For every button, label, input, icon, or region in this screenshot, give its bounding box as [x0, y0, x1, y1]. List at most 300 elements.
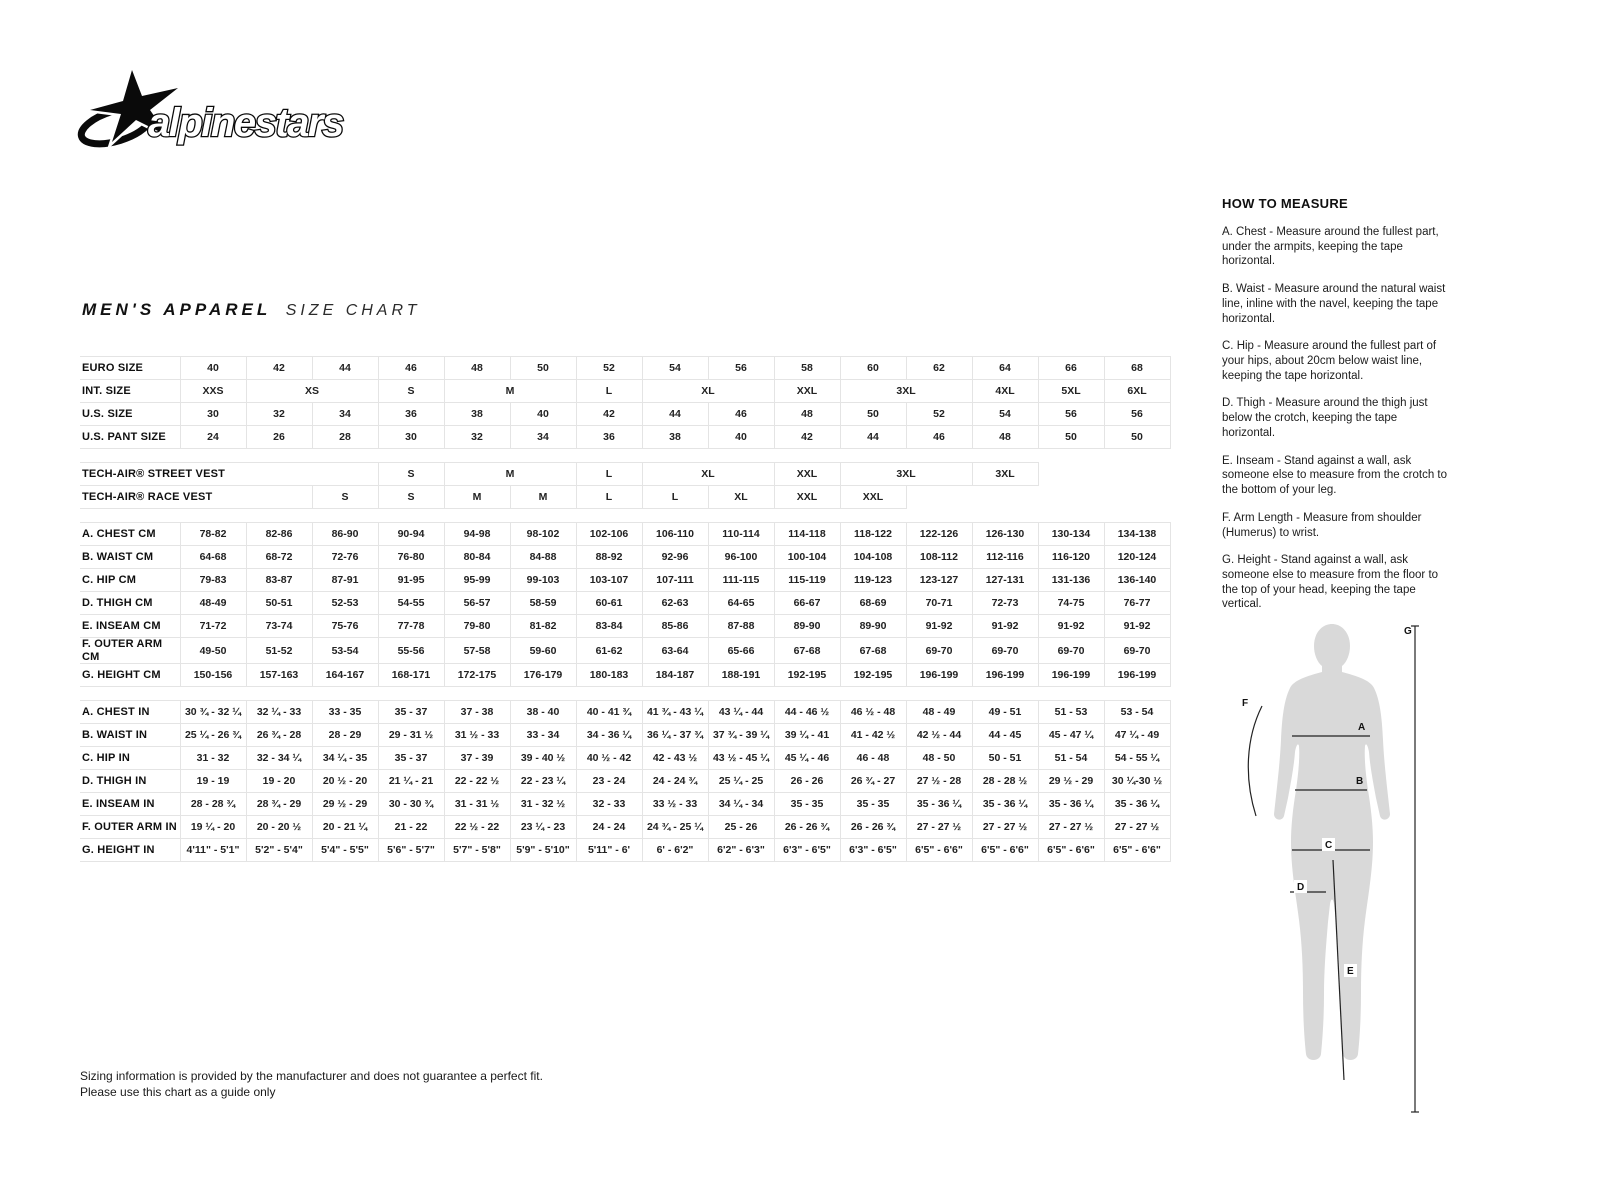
size-cell: 92-96	[642, 546, 708, 569]
size-cell: 164-167	[312, 664, 378, 687]
size-cell: 32	[246, 403, 312, 426]
size-cell: 20 - 21 ¼	[312, 816, 378, 839]
size-cell: 91-92	[1038, 615, 1104, 638]
size-table	[80, 356, 1171, 862]
disclaimer	[80, 1068, 543, 1100]
size-cell: XXL	[774, 463, 840, 486]
size-cell: 72-73	[972, 592, 1038, 615]
size-cell: 22 ½ - 22	[444, 816, 510, 839]
size-cell: 46	[378, 357, 444, 380]
size-cell: 78-82	[180, 523, 246, 546]
empty-cell	[1104, 463, 1170, 486]
spacer-row	[80, 449, 1170, 463]
size-cell: 3XL	[840, 463, 972, 486]
empty-cell	[972, 486, 1038, 509]
size-cell: S	[378, 463, 444, 486]
table-row	[80, 523, 1170, 546]
size-cell: S	[312, 486, 378, 509]
size-cell: XXL	[774, 486, 840, 509]
size-cell: 24 - 24	[576, 816, 642, 839]
size-cell: 35 - 37	[378, 701, 444, 724]
size-cell: 73-74	[246, 615, 312, 638]
size-cell: 26	[246, 426, 312, 449]
table-row	[80, 380, 1170, 403]
size-cell: 23 - 24	[576, 770, 642, 793]
size-cell: 30	[180, 403, 246, 426]
size-cell: 35 - 37	[378, 747, 444, 770]
measure-instruction-chest: A. Chest - Measure around the fullest part, under the armpits, keeping the tape horizontal.	[1222, 226, 1439, 268]
row-label: E. INSEAM CM	[80, 615, 180, 638]
empty-cell	[906, 486, 972, 509]
size-cell: 35 - 36 ¼	[1104, 793, 1170, 816]
size-cell: 56	[1038, 403, 1104, 426]
size-cell: 35 - 36 ¼	[906, 793, 972, 816]
size-cell: 77-78	[378, 615, 444, 638]
spacer-row	[80, 509, 1170, 523]
size-cell: 108-112	[906, 546, 972, 569]
size-cell: 5XL	[1038, 380, 1104, 403]
size-cell: 58-59	[510, 592, 576, 615]
table-row	[80, 793, 1170, 816]
size-cell: L	[576, 463, 642, 486]
size-cell: 52	[906, 403, 972, 426]
size-cell: 31 - 31 ½	[444, 793, 510, 816]
size-cell: 26 ¾ - 28	[246, 724, 312, 747]
size-cell: 84-88	[510, 546, 576, 569]
size-cell: 5'2" - 5'4"	[246, 839, 312, 862]
size-cell: 44 - 46 ½	[774, 701, 840, 724]
size-cell: 42	[774, 426, 840, 449]
size-cell: M	[444, 463, 576, 486]
size-cell: 59-60	[510, 638, 576, 664]
size-cell: 37 - 39	[444, 747, 510, 770]
size-cell: 52	[576, 357, 642, 380]
size-cell: 85-86	[642, 615, 708, 638]
size-cell: 34 ¼ - 35	[312, 747, 378, 770]
size-cell: 51 - 54	[1038, 747, 1104, 770]
size-cell: 34 ¼ - 34	[708, 793, 774, 816]
how-to-measure-title: HOW TO MEASURE	[1222, 196, 1349, 211]
size-cell: 69-70	[906, 638, 972, 664]
size-cell: 81-82	[510, 615, 576, 638]
size-cell: 28 - 28 ¾	[180, 793, 246, 816]
measure-instruction-height: G. Height - Stand against a wall, ask someone else to measure from the floor to the top of your head, keeping the tape vertical.	[1222, 554, 1439, 611]
size-cell: 123-127	[906, 569, 972, 592]
size-cell: 50	[510, 357, 576, 380]
size-cell: 63-64	[642, 638, 708, 664]
size-cell: 42 - 43 ½	[642, 747, 708, 770]
size-cell: 87-91	[312, 569, 378, 592]
size-cell: 56	[1104, 403, 1170, 426]
table-row	[80, 426, 1170, 449]
body-measurement-diagram	[1232, 618, 1432, 1118]
size-cell: 122-126	[906, 523, 972, 546]
disclaimer-line-2: Please use this chart as a guide only	[80, 1085, 276, 1100]
size-cell: 26 - 26	[774, 770, 840, 793]
size-cell: 48	[972, 426, 1038, 449]
size-cell: L	[576, 486, 642, 509]
size-cell: 40	[708, 426, 774, 449]
size-cell: 19 - 19	[180, 770, 246, 793]
empty-cell	[1104, 486, 1170, 509]
size-cell: 118-122	[840, 523, 906, 546]
size-cell: 27 - 27 ½	[1104, 816, 1170, 839]
size-cell: 49-50	[180, 638, 246, 664]
size-cell: 87-88	[708, 615, 774, 638]
size-cell: 40 - 41 ¾	[576, 701, 642, 724]
size-cell: 6'5" - 6'6"	[972, 839, 1038, 862]
size-cell: 112-116	[972, 546, 1038, 569]
size-cell: 29 ½ - 29	[312, 793, 378, 816]
size-cell: 69-70	[972, 638, 1038, 664]
row-label: G. HEIGHT CM	[80, 664, 180, 687]
alpinestars-logo	[76, 66, 356, 158]
size-cell: 26 ¾ - 27	[840, 770, 906, 793]
size-cell: 43 ¼ - 44	[708, 701, 774, 724]
size-cell: 60	[840, 357, 906, 380]
size-cell: 21 - 22	[378, 816, 444, 839]
size-cell: 111-115	[708, 569, 774, 592]
size-cell: 54-55	[378, 592, 444, 615]
size-cell: 83-84	[576, 615, 642, 638]
size-cell: 134-138	[1104, 523, 1170, 546]
size-cell: 64	[972, 357, 1038, 380]
size-cell: 56-57	[444, 592, 510, 615]
size-cell: 176-179	[510, 664, 576, 687]
size-cell: 28	[312, 426, 378, 449]
row-label: F. OUTER ARM CM	[80, 638, 180, 664]
size-cell: 66	[1038, 357, 1104, 380]
size-cell: 83-87	[246, 569, 312, 592]
size-cell: 6'3" - 6'5"	[840, 839, 906, 862]
size-cell: 29 - 31 ½	[378, 724, 444, 747]
size-cell: 45 ¼ - 46	[774, 747, 840, 770]
size-cell: 114-118	[774, 523, 840, 546]
size-cell: 34	[312, 403, 378, 426]
measure-instruction-inseam: E. Inseam - Stand against a wall, ask someone else to measure from the crotch to the bottom of your leg.	[1222, 454, 1447, 497]
size-cell: XL	[642, 463, 774, 486]
size-cell: 103-107	[576, 569, 642, 592]
size-cell: 54	[972, 403, 1038, 426]
arm-length-measure-line	[1248, 706, 1262, 816]
table-row	[80, 724, 1170, 747]
label-B: B	[1356, 776, 1364, 787]
page-title	[82, 300, 421, 320]
size-cell: XL	[642, 380, 774, 403]
size-cell: 37 ¾ - 39 ¼	[708, 724, 774, 747]
size-cell: 120-124	[1104, 546, 1170, 569]
size-cell: 68-72	[246, 546, 312, 569]
size-cell: 30	[378, 426, 444, 449]
size-cell: 31 - 32 ½	[510, 793, 576, 816]
size-cell: 34	[510, 426, 576, 449]
empty-cell	[1038, 463, 1104, 486]
row-label: F. OUTER ARM IN	[80, 816, 180, 839]
size-cell: 62	[906, 357, 972, 380]
size-cell: 6'5" - 6'6"	[906, 839, 972, 862]
label-C: C	[1325, 840, 1333, 851]
label-D: D	[1297, 882, 1305, 893]
row-label: TECH-AIR® RACE VEST	[80, 486, 312, 509]
measure-instruction-waist: B. Waist - Measure around the natural waist line, inline with the navel, keeping the tape horizontal.	[1222, 283, 1446, 325]
size-cell: 42 ½ - 44	[906, 724, 972, 747]
size-cell: 44 - 45	[972, 724, 1038, 747]
size-cell: 188-191	[708, 664, 774, 687]
size-cell: 49 - 51	[972, 701, 1038, 724]
size-cell: 80-84	[444, 546, 510, 569]
size-cell: 67-68	[774, 638, 840, 664]
alpinestars-wordmark: alpinestars	[148, 101, 343, 145]
row-label: B. WAIST IN	[80, 724, 180, 747]
size-cell: 48	[774, 403, 840, 426]
row-label: U.S. SIZE	[80, 403, 180, 426]
row-label: C. HIP CM	[80, 569, 180, 592]
size-cell: L	[576, 380, 642, 403]
body-diagram-svg	[1232, 618, 1432, 1118]
how-to-measure-section	[1222, 196, 1448, 625]
size-cell: 50-51	[246, 592, 312, 615]
size-cell: 21 ¼ - 21	[378, 770, 444, 793]
empty-cell	[1038, 486, 1104, 509]
size-cell: 44	[840, 426, 906, 449]
size-cell: 27 - 27 ½	[972, 816, 1038, 839]
height-measure-line	[1411, 626, 1419, 1112]
size-cell: 40 ½ - 42	[576, 747, 642, 770]
size-cell: 91-92	[1104, 615, 1170, 638]
size-cell: 32 - 34 ¼	[246, 747, 312, 770]
size-cell: 116-120	[1038, 546, 1104, 569]
row-label: G. HEIGHT IN	[80, 839, 180, 862]
size-cell: 88-92	[576, 546, 642, 569]
size-cell: 172-175	[444, 664, 510, 687]
table-row	[80, 592, 1170, 615]
size-cell: 37 - 38	[444, 701, 510, 724]
size-cell: 40	[180, 357, 246, 380]
size-cell: 41 ¾ - 43 ¼	[642, 701, 708, 724]
size-cell: 30 ¾ - 32 ¼	[180, 701, 246, 724]
size-cell: 48 - 49	[906, 701, 972, 724]
size-cell: 22 - 22 ½	[444, 770, 510, 793]
size-cell: 115-119	[774, 569, 840, 592]
size-cell: 110-114	[708, 523, 774, 546]
size-cell: 25 - 26	[708, 816, 774, 839]
size-cell: 79-83	[180, 569, 246, 592]
row-label: C. HIP IN	[80, 747, 180, 770]
size-cell: 5'11" - 6'	[576, 839, 642, 862]
size-cell: 25 ¼ - 26 ¾	[180, 724, 246, 747]
size-cell: 27 ½ - 28	[906, 770, 972, 793]
size-cell: 192-195	[774, 664, 840, 687]
row-label: A. CHEST CM	[80, 523, 180, 546]
table-row	[80, 486, 1170, 509]
size-cell: XXL	[840, 486, 906, 509]
label-E: E	[1347, 966, 1354, 977]
size-cell: 100-104	[774, 546, 840, 569]
size-cell: 27 - 27 ½	[906, 816, 972, 839]
size-cell: 33 - 35	[312, 701, 378, 724]
size-cell: 36 ¼ - 37 ¾	[642, 724, 708, 747]
size-cell: 57-58	[444, 638, 510, 664]
size-cell: 68	[1104, 357, 1170, 380]
size-cell: 22 - 23 ¼	[510, 770, 576, 793]
size-cell: 86-90	[312, 523, 378, 546]
size-cell: 30 ¼-30 ½	[1104, 770, 1170, 793]
size-cell: 32 ¼ - 33	[246, 701, 312, 724]
size-cell: 35 - 36 ¼	[972, 793, 1038, 816]
table-row	[80, 770, 1170, 793]
size-cell: 67-68	[840, 638, 906, 664]
size-cell: 5'6" - 5'7"	[378, 839, 444, 862]
size-cell: XL	[708, 486, 774, 509]
size-cell: 29 ½ - 29	[1038, 770, 1104, 793]
size-cell: 69-70	[1038, 638, 1104, 664]
size-cell: 58	[774, 357, 840, 380]
size-cell: 50	[840, 403, 906, 426]
size-cell: 26 - 26 ¾	[774, 816, 840, 839]
table-row	[80, 816, 1170, 839]
size-cell: 30 - 30 ¾	[378, 793, 444, 816]
size-cell: 44	[312, 357, 378, 380]
size-cell: 31 ½ - 33	[444, 724, 510, 747]
size-cell: 39 - 40 ½	[510, 747, 576, 770]
size-cell: 50 - 51	[972, 747, 1038, 770]
row-label: D. THIGH CM	[80, 592, 180, 615]
table-row	[80, 463, 1170, 486]
size-cell: 130-134	[1038, 523, 1104, 546]
spacer-row	[80, 687, 1170, 701]
size-cell: 66-67	[774, 592, 840, 615]
size-cell: 52-53	[312, 592, 378, 615]
size-cell: 54 - 55 ¼	[1104, 747, 1170, 770]
size-cell: 23 ¼ - 23	[510, 816, 576, 839]
table-row	[80, 357, 1170, 380]
table-row	[80, 615, 1170, 638]
size-cell: 55-56	[378, 638, 444, 664]
size-cell: L	[642, 486, 708, 509]
size-cell: 6XL	[1104, 380, 1170, 403]
size-cell: 89-90	[840, 615, 906, 638]
size-cell: 65-66	[708, 638, 774, 664]
size-cell: 19 ¼ - 20	[180, 816, 246, 839]
size-cell: M	[444, 486, 510, 509]
table-row	[80, 403, 1170, 426]
measure-instruction-thigh: D. Thigh - Measure around the thigh just below the crotch, keeping the tape horizontal.	[1222, 397, 1428, 439]
size-cell: 168-171	[378, 664, 444, 687]
size-cell: 157-163	[246, 664, 312, 687]
table-row	[80, 664, 1170, 687]
size-cell: 44	[642, 403, 708, 426]
size-cell: 196-199	[1104, 664, 1170, 687]
size-cell: 25 ¼ - 25	[708, 770, 774, 793]
size-cell: 82-86	[246, 523, 312, 546]
size-cell: S	[378, 380, 444, 403]
size-cell: 5'7" - 5'8"	[444, 839, 510, 862]
size-cell: 28 - 28 ½	[972, 770, 1038, 793]
size-cell: 39 ¼ - 41	[774, 724, 840, 747]
size-cell: 150-156	[180, 664, 246, 687]
size-cell: 38	[444, 403, 510, 426]
size-cell: 72-76	[312, 546, 378, 569]
size-table-body	[80, 357, 1170, 862]
size-cell: 76-80	[378, 546, 444, 569]
size-cell: 119-123	[840, 569, 906, 592]
size-cell: 75-76	[312, 615, 378, 638]
label-A: A	[1358, 722, 1366, 733]
row-label: A. CHEST IN	[80, 701, 180, 724]
size-cell: 61-62	[576, 638, 642, 664]
size-cell: 46 - 48	[840, 747, 906, 770]
size-cell: 69-70	[1104, 638, 1170, 664]
size-cell: 99-103	[510, 569, 576, 592]
size-cell: 6'2" - 6'3"	[708, 839, 774, 862]
size-cell: 5'4" - 5'5"	[312, 839, 378, 862]
size-cell: 45 - 47 ¼	[1038, 724, 1104, 747]
row-label: EURO SIZE	[80, 357, 180, 380]
size-cell: 91-92	[972, 615, 1038, 638]
size-cell: 106-110	[642, 523, 708, 546]
size-cell: 48-49	[180, 592, 246, 615]
size-cell: 54	[642, 357, 708, 380]
table-row	[80, 701, 1170, 724]
size-cell: 62-63	[642, 592, 708, 615]
row-label: TECH-AIR® STREET VEST	[80, 463, 378, 486]
size-cell: 48	[444, 357, 510, 380]
size-cell: 196-199	[906, 664, 972, 687]
size-cell: 46	[708, 403, 774, 426]
size-cell: 6'5" - 6'6"	[1038, 839, 1104, 862]
size-cell: 64-68	[180, 546, 246, 569]
size-cell: 107-111	[642, 569, 708, 592]
size-cell: 196-199	[972, 664, 1038, 687]
size-cell: 196-199	[1038, 664, 1104, 687]
size-cell: 68-69	[840, 592, 906, 615]
size-cell: 33 ½ - 33	[642, 793, 708, 816]
size-cell: 53-54	[312, 638, 378, 664]
size-cell: 3XL	[840, 380, 972, 403]
size-cell: 98-102	[510, 523, 576, 546]
measure-instruction-arm: F. Arm Length - Measure from shoulder (Humerus) to wrist.	[1222, 511, 1422, 539]
size-cell: 33 - 34	[510, 724, 576, 747]
size-cell: 89-90	[774, 615, 840, 638]
size-cell: 6' - 6'2"	[642, 839, 708, 862]
measure-instruction-hip: C. Hip - Measure around the fullest part of your hips, about 20cm below waist line, keeping the tape horizontal.	[1222, 340, 1437, 382]
row-label: INT. SIZE	[80, 380, 180, 403]
label-G: G	[1404, 626, 1412, 637]
size-cell: 35 - 36 ¼	[1038, 793, 1104, 816]
size-cell: 70-71	[906, 592, 972, 615]
size-cell: 6'5" - 6'6"	[1104, 839, 1170, 862]
size-cell: XXS	[180, 380, 246, 403]
size-cell: 53 - 54	[1104, 701, 1170, 724]
size-cell: 42	[576, 403, 642, 426]
size-cell: 91-92	[906, 615, 972, 638]
size-cell: 180-183	[576, 664, 642, 687]
size-cell: 47 ¼ - 49	[1104, 724, 1170, 747]
size-cell: 71-72	[180, 615, 246, 638]
size-cell: 79-80	[444, 615, 510, 638]
size-cell: 36	[576, 426, 642, 449]
size-cell: 95-99	[444, 569, 510, 592]
size-cell: 20 - 20 ½	[246, 816, 312, 839]
size-cell: 5'9" - 5'10"	[510, 839, 576, 862]
size-cell: 136-140	[1104, 569, 1170, 592]
size-cell: 127-131	[972, 569, 1038, 592]
size-cell: 6'3" - 6'5"	[774, 839, 840, 862]
size-cell: 131-136	[1038, 569, 1104, 592]
table-row	[80, 839, 1170, 862]
size-cell: 50	[1104, 426, 1170, 449]
size-cell: 26 - 26 ¾	[840, 816, 906, 839]
